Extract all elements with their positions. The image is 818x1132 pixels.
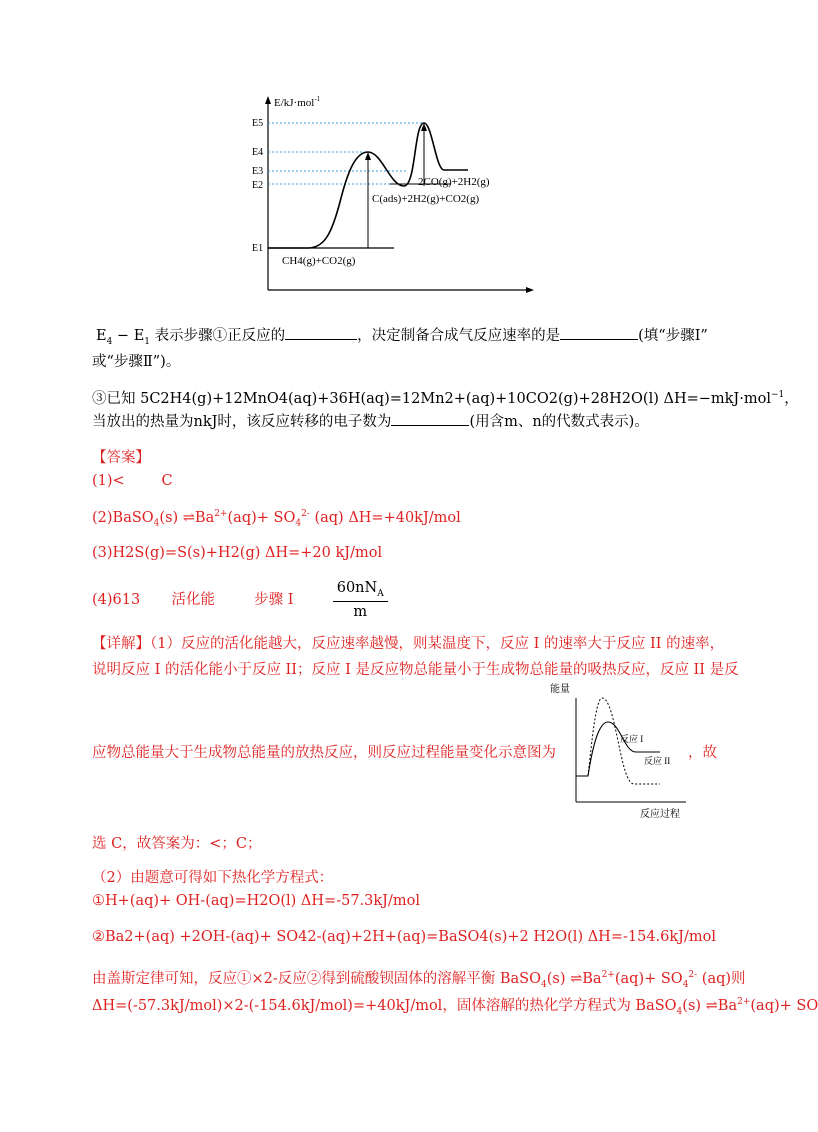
mini-x-label: 反应过程 — [640, 809, 680, 820]
answer-4-fraction: $\frac{60nN_A}{m}$ — [333, 580, 388, 620]
blank-3[interactable] — [391, 413, 469, 426]
level-e4: E4 — [252, 147, 264, 158]
q3-equation: 5C2H4(g)+12MnO4(aq)+36H(aq)=12Mn2+(aq)+10CO2(g)+28H2O(l) — [140, 391, 659, 407]
q3-prefix: ③已知 — [92, 391, 136, 407]
answer-4: (4)613 活化能 步骤 I $\frac{60nN_A}{m}$ — [92, 580, 388, 620]
mini-curve2-label: 反应 II — [644, 756, 671, 766]
equation-1: ①H+(aq)+ OH-(aq)=H2O(l) ΔH=-57.3kJ/mol — [92, 893, 420, 909]
question-line-2: 或“步骤Ⅱ”)。 — [92, 354, 181, 370]
question-3-line-2 — [92, 410, 649, 431]
detail-line-3: 应物总能量大于生成物总能量的放热反应，则反应过程能量变化示意图为 — [92, 745, 556, 761]
blank-1[interactable] — [285, 327, 357, 340]
arrow-head-1 — [365, 152, 371, 160]
q3-text-2a: 当放出的热量为nkJ时，该反应转移的电子数为 — [92, 414, 392, 430]
mini-curve1-label: 反应 I — [620, 734, 644, 744]
e4-e1-expr: $E_4 - E_1$ — [96, 328, 151, 347]
detail-2-line-2: ΔH=(-57.3kJ/mol)×2-(-154.6kJ/mol)=+40kJ/mol，固体溶解的热化学方程式为 BaSO$_4$(s) $\rightleftharpoons Ba^{2+}(aq)+$ SO — [92, 997, 818, 1017]
answer-1: (1)< C — [92, 473, 173, 489]
level-e5: E5 — [252, 118, 264, 129]
detail-header: 【详解】 — [92, 636, 150, 652]
question-line-1 — [96, 324, 708, 347]
y-axis-arrow — [265, 96, 271, 104]
detail-2-line-1: 由盖斯定律可知，反应①×2-反应②得到硫酸钡固体的溶解平衡 BaSO$_4$(s) $\rightleftharpoons Ba^{2+}(aq)+ SO_4^{2-}$ (aq)则 — [92, 970, 746, 990]
detail-2-header: （2）由题意可得如下热化学方程式： — [92, 870, 334, 886]
q-text-1: 表示步骤①正反应的 — [154, 328, 286, 344]
mini-energy-chart — [548, 680, 688, 820]
y-axis-label: E/kJ·mol$^{-1}$ — [274, 95, 321, 109]
detail-line-4: 选 C，故答案为：<；C； — [92, 836, 262, 852]
question-3-line-1 — [92, 387, 799, 408]
level-e2: E2 — [252, 180, 264, 191]
q-text-1c: (填“步骤Ⅰ” — [638, 328, 708, 344]
label-reactants: CH4(g)+CO2(g) — [282, 255, 356, 267]
q3-dh: ΔH=−mkJ·mol$^{-1}$， — [663, 390, 799, 407]
blank-2[interactable] — [560, 327, 638, 340]
level-e1: E1 — [252, 243, 264, 254]
equation-2: ②Ba2+(aq) +2OH-(aq)+ SO42-(aq)+2H+(aq)=BaSO4(s)+2 H2O(l) ΔH=-154.6kJ/mol — [92, 929, 716, 945]
answer-header: 【答案】 — [92, 450, 150, 466]
q3-text-2b: (用含m、n的代数式表示)。 — [469, 414, 649, 430]
detail-line-2: 说明反应 I 的活化能小于反应 II；反应 I 是反应物总能量小于生成物总能量的吸热反应，反应 II 是反 — [92, 662, 739, 678]
x-axis-arrow — [526, 287, 534, 293]
detail-line-1: 【详解】（1）反应的活化能越大，反应速率越慢，则某温度下，反应 I 的速率大于反应 II 的速率， — [92, 636, 725, 652]
level-e3: E3 — [252, 166, 264, 177]
detail-line-3b: ，故 — [688, 745, 717, 761]
mini-y-label: 能量 — [550, 684, 570, 695]
guide-lines — [268, 123, 450, 184]
answer-2: (2)BaSO$_4$(s) $\rightleftharpoons Ba^{2+}(aq)+ SO_4^{2-}$ (aq) ΔH=+40kJ/mol — [92, 509, 461, 529]
label-intermediate: C(ads)+2H2(g)+CO2(g) — [372, 193, 480, 205]
q-text-1b: ，决定制备合成气反应速率的是 — [357, 328, 561, 344]
label-products: 2CO(g)+2H2(g) — [418, 176, 490, 188]
energy-diagram — [240, 92, 540, 300]
answer-3: (3)H2S(g)=S(s)+H2(g) ΔH=+20 kJ/mol — [92, 545, 383, 561]
